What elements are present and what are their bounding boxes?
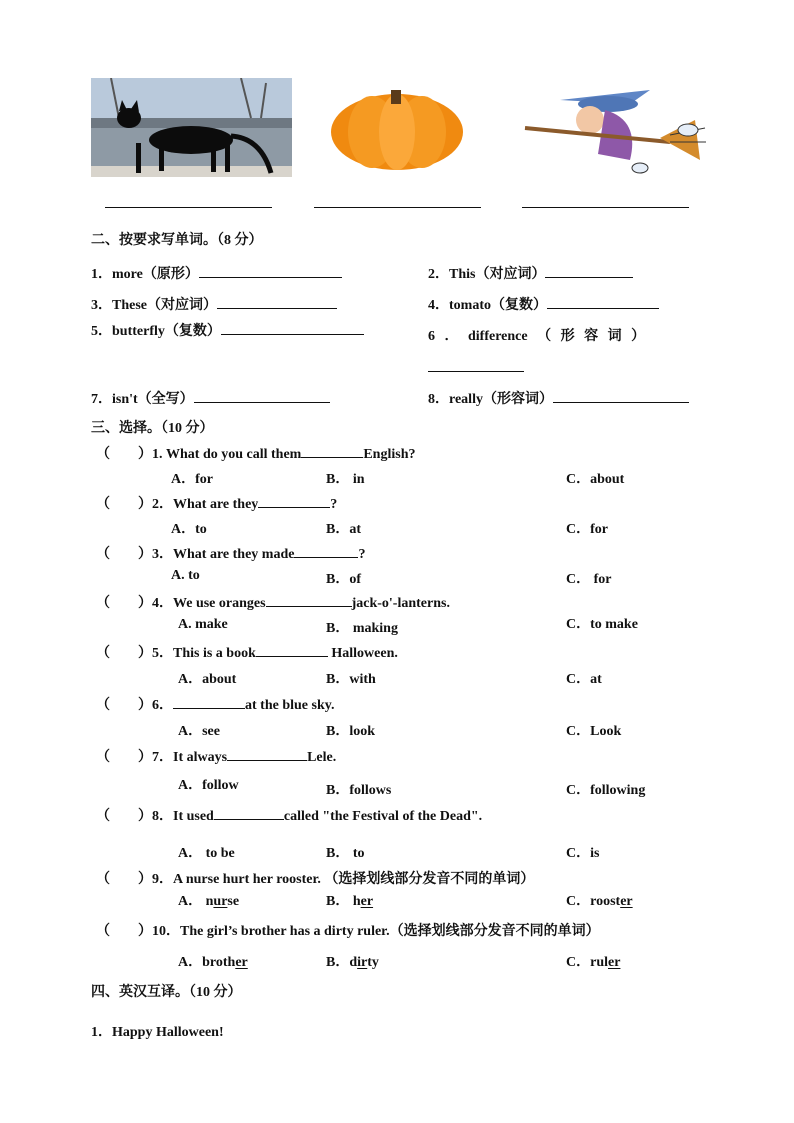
question-text: 3．What are they made — [152, 547, 295, 562]
blank[interactable] — [227, 746, 307, 761]
question-2 — [96, 493, 337, 513]
option-c[interactable]: C．for — [566, 522, 608, 537]
option-text: A．broth — [178, 955, 236, 970]
question-text: 4．We use oranges — [152, 596, 266, 611]
answer-paren[interactable]: （ ） — [96, 924, 152, 939]
option-a[interactable]: A．for — [171, 472, 213, 487]
question-1 — [96, 443, 415, 463]
option-b[interactable]: B． making — [326, 621, 398, 636]
word-item-1-label: 1．more（原形） — [91, 267, 199, 282]
option-c[interactable]: C．Look — [566, 724, 622, 739]
option-c[interactable]: C．following — [566, 783, 646, 798]
option-c[interactable]: C．at — [566, 672, 602, 687]
word-item-4 — [428, 294, 659, 314]
question-text: 7．It always — [152, 750, 228, 765]
word-item-2-label: 2．This（对应词） — [428, 267, 546, 282]
answer-paren[interactable]: （ ） — [96, 547, 152, 562]
question-text: 1. What do you call them — [152, 447, 302, 462]
word-item-3-label: 3．These（对应词） — [91, 298, 217, 313]
option-c[interactable]: C． for — [566, 572, 612, 587]
question-text-end: ? — [330, 497, 338, 512]
question-9 — [96, 868, 534, 888]
blank[interactable] — [173, 694, 245, 709]
answer-line-3[interactable] — [522, 207, 689, 208]
blank[interactable] — [217, 294, 337, 309]
question-10 — [96, 920, 600, 940]
word-item-8 — [428, 388, 689, 408]
option-b[interactable] — [326, 951, 379, 971]
underlined-sound: er — [620, 894, 633, 909]
blank[interactable] — [547, 294, 659, 309]
question-text-end: at the blue sky. — [245, 698, 335, 713]
word-item-8-label: 8．really（形容词） — [428, 392, 553, 407]
question-6 — [96, 694, 334, 714]
option-b[interactable]: B．with — [326, 672, 376, 687]
option-text: A． n — [178, 894, 214, 909]
blank[interactable] — [256, 642, 328, 657]
word-item-1 — [91, 263, 342, 283]
answer-paren[interactable]: （ ） — [96, 750, 152, 765]
question-text-end: called "the Festival of the Dead". — [283, 809, 483, 824]
option-c[interactable] — [566, 951, 620, 971]
option-text: C．roost — [566, 894, 621, 909]
question-text: 2．What are they — [152, 497, 259, 512]
word-item-2 — [428, 263, 633, 283]
option-c[interactable]: C．is — [566, 846, 600, 861]
question-text: 8．It used — [152, 809, 214, 824]
option-b[interactable]: B．of — [326, 572, 361, 587]
translation-item-1: 1．Happy Halloween! — [91, 1025, 224, 1040]
answer-line-1[interactable] — [105, 207, 272, 208]
blank[interactable] — [266, 592, 352, 607]
option-text-end: se — [227, 894, 240, 909]
question-text-end: English? — [363, 447, 416, 462]
underlined-sound: ur — [213, 894, 228, 909]
question-7 — [96, 746, 336, 766]
answer-paren[interactable]: （ ） — [96, 497, 152, 512]
blank[interactable] — [301, 443, 363, 458]
underlined-sound: er — [235, 955, 248, 970]
question-text-end: ? — [358, 547, 366, 562]
option-a[interactable] — [178, 951, 248, 971]
question-3 — [96, 543, 365, 563]
question-5 — [96, 642, 398, 662]
option-text: C．rul — [566, 955, 608, 970]
question-4 — [96, 592, 450, 612]
option-a[interactable]: A．see — [178, 724, 220, 739]
word-item-5-label: 5．butterfly（复数） — [91, 324, 221, 339]
option-c[interactable] — [566, 890, 633, 910]
question-text: 5．This is a book — [152, 646, 256, 661]
question-8 — [96, 805, 482, 825]
word-item-7 — [91, 388, 330, 408]
word-item-7-label: 7．isn't（全写） — [91, 392, 194, 407]
option-c[interactable]: C．about — [566, 472, 625, 487]
blank[interactable] — [258, 493, 330, 508]
option-text-end: ty — [367, 955, 379, 970]
option-b[interactable]: B．follows — [326, 783, 392, 798]
option-a[interactable]: A. to — [171, 568, 200, 583]
option-b[interactable]: B． to — [326, 846, 365, 861]
witch-image — [520, 80, 708, 176]
blank[interactable] — [545, 263, 633, 278]
section-4-title: 四、英汉互译。（10 分） — [91, 985, 242, 1000]
option-a[interactable] — [178, 890, 239, 910]
word-item-3 — [91, 294, 337, 314]
blank[interactable] — [221, 320, 364, 335]
option-b[interactable]: B．at — [326, 522, 361, 537]
cat-picture-icon — [91, 78, 292, 177]
option-a[interactable]: A．to — [171, 522, 207, 537]
underlined-sound: er — [608, 955, 621, 970]
blank[interactable] — [553, 388, 689, 403]
word-item-6-label: 6 ． difference （ 形 容 词 ） — [428, 329, 646, 344]
answer-paren[interactable]: （ ） — [96, 698, 152, 713]
section-3-title: 三、选择。（10 分） — [91, 421, 214, 436]
word-item-4-label: 4．tomato（复数） — [428, 298, 547, 313]
option-a[interactable]: A．about — [178, 672, 237, 687]
answer-paren[interactable]: （ ） — [96, 596, 152, 611]
option-text: B．d — [326, 955, 358, 970]
answer-paren[interactable]: （ ） — [96, 447, 152, 462]
underlined-sound: er — [360, 894, 374, 909]
option-text: B． h — [326, 894, 361, 909]
section-2-title: 二、按要求写单词。（8 分） — [91, 233, 263, 248]
word-item-5 — [91, 320, 364, 340]
question-text: 9．A nurse hurt her rooster. （选择划线部分发音不同的单词） — [152, 872, 535, 887]
option-b[interactable]: B． in — [326, 472, 365, 487]
blank[interactable] — [294, 543, 358, 558]
pumpkin-image — [327, 82, 467, 172]
option-a[interactable]: A． to be — [178, 846, 235, 861]
question-text-end: Halloween. — [327, 646, 398, 661]
question-text: 10．The girl’s brother has a dirty ruler.（选择划线部分发音不同的单词） — [152, 924, 600, 939]
option-a[interactable]: A．follow — [178, 778, 239, 793]
option-a[interactable]: A. make — [178, 617, 228, 632]
question-text-end: Lele. — [307, 750, 337, 765]
answer-paren[interactable]: （ ） — [96, 872, 152, 887]
question-text: 6． — [152, 698, 173, 713]
blank[interactable] — [194, 388, 330, 403]
pumpkin-picture-icon — [327, 82, 467, 172]
option-b[interactable]: B．look — [326, 724, 376, 739]
black-cat-image — [91, 78, 292, 177]
option-c[interactable]: C．to make — [566, 617, 638, 632]
word-item-6 — [428, 325, 645, 345]
word-item-6-blank[interactable] — [428, 371, 524, 372]
blank[interactable] — [199, 263, 342, 278]
witch-on-broom-picture-icon — [520, 80, 708, 176]
question-text-end: jack-o'-lanterns. — [351, 596, 450, 611]
blank[interactable] — [214, 805, 284, 820]
answer-paren[interactable]: （ ） — [96, 809, 152, 824]
underlined-sound: ir — [357, 955, 368, 970]
answer-paren[interactable]: （ ） — [96, 646, 152, 661]
answer-line-2[interactable] — [314, 207, 481, 208]
option-b[interactable] — [326, 890, 373, 910]
